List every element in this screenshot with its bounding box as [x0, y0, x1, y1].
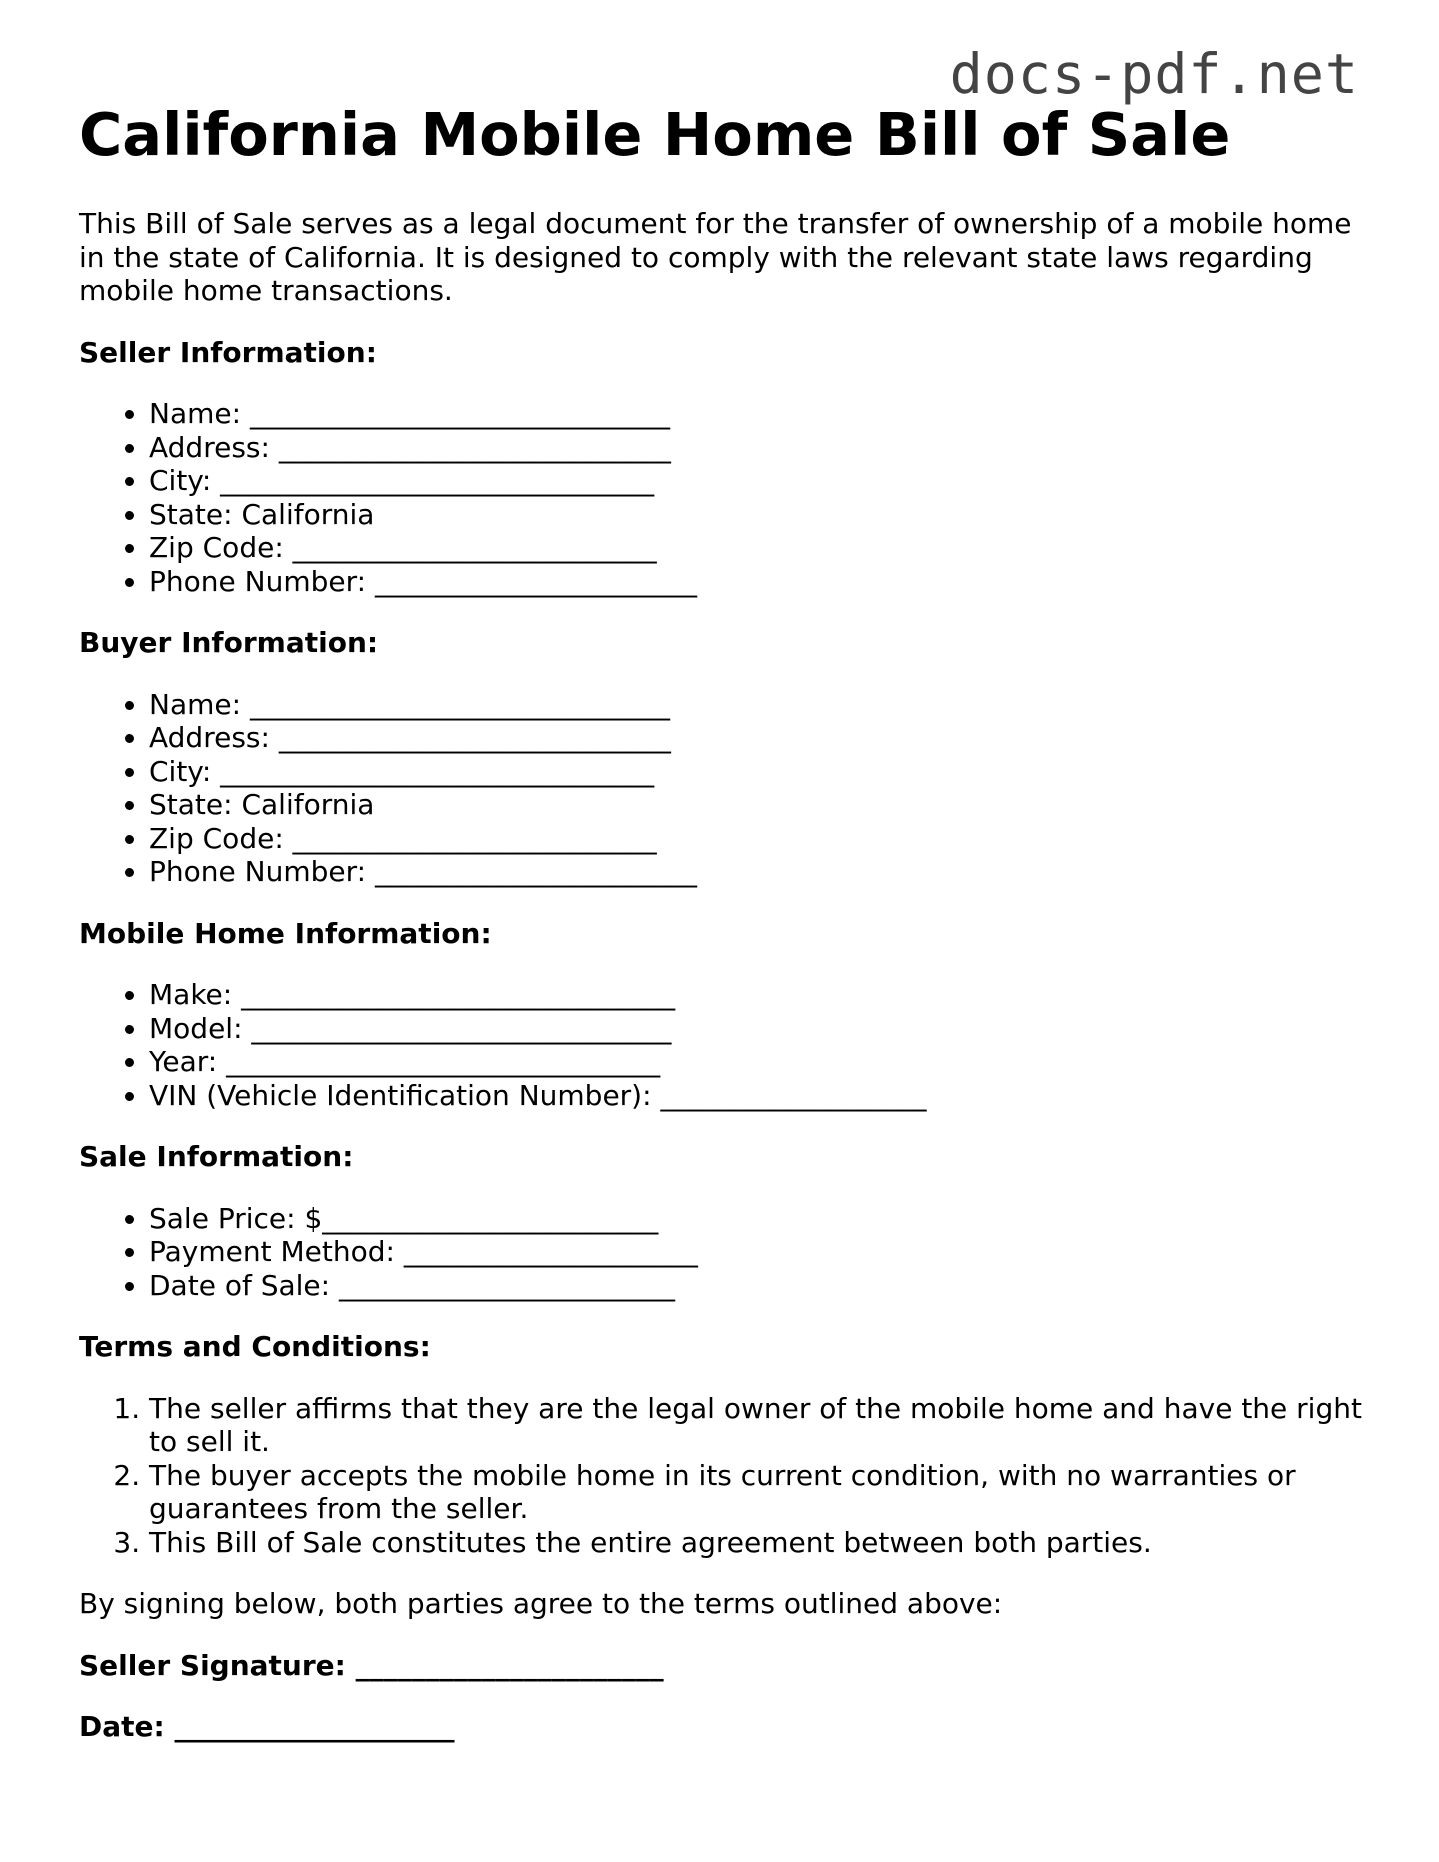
buyer-address-field: • Address: ____________________________	[149, 721, 1369, 755]
buyer-section-heading: Buyer Information:	[79, 626, 379, 659]
buyer-zip-field: • Zip Code: __________________________	[149, 822, 1369, 856]
closing-statement: By signing below, both parties agree to the terms outlined above:	[79, 1587, 1003, 1620]
home-year-field: • Year: _______________________________	[149, 1045, 1369, 1079]
home-make-field: • Make: _______________________________	[149, 978, 1369, 1012]
intro-paragraph: This Bill of Sale serves as a legal document for the transfer of ownership of a mobile home in the state of California. It is designed to comply with the relevant state laws regarding mobile home transactions.	[79, 207, 1352, 307]
seller-address-field: • Address: ____________________________	[149, 431, 1369, 465]
seller-name-field: • Name: ______________________________	[149, 397, 1369, 431]
sale-info-list	[79, 1202, 1369, 1303]
watermark: docs-pdf.net	[949, 42, 1359, 106]
seller-zip-field: • Zip Code: __________________________	[149, 531, 1369, 565]
seller-phone-field: • Phone Number: _______________________	[149, 565, 1369, 599]
home-info-list	[79, 978, 1369, 1112]
home-model-field: • Model: ______________________________	[149, 1012, 1369, 1046]
buyer-city-field: • City: _______________________________	[149, 755, 1369, 789]
document-body	[79, 207, 1369, 1772]
terms-item: 2. The buyer accepts the mobile home in its current condition, with no warranties or guarantees from the seller.	[149, 1459, 1369, 1526]
seller-section-heading: Seller Information:	[79, 335, 377, 369]
sale-price-field: • Sale Price: $________________________	[149, 1202, 1369, 1236]
home-section-heading: Mobile Home Information:	[79, 916, 492, 950]
buyer-phone-field: • Phone Number: _______________________	[149, 855, 1369, 889]
terms-list	[79, 1392, 1369, 1560]
terms-item: 1. The seller affirms that they are the legal owner of the mobile home and have the right to sell it.	[149, 1392, 1369, 1459]
terms-item: 3. This Bill of Sale constitutes the entire agreement between both parties.	[149, 1526, 1369, 1560]
seller-signature-line: Seller Signature: ______________________	[79, 1648, 664, 1682]
sale-date-field: • Date of Sale: ________________________	[149, 1269, 1369, 1303]
buyer-info-list	[79, 688, 1369, 889]
seller-state-field: • State: California	[149, 498, 1369, 532]
sale-section-heading: Sale Information:	[79, 1140, 354, 1173]
buyer-name-field: • Name: ______________________________	[149, 688, 1369, 722]
home-vin-field: • VIN (Vehicle Identification Number): ___________________	[149, 1079, 1369, 1113]
date-line: Date: ____________________	[79, 1710, 455, 1743]
seller-city-field: • City: _______________________________	[149, 464, 1369, 498]
seller-info-list	[79, 397, 1369, 598]
sale-payment-method-field: • Payment Method: _____________________	[149, 1235, 1369, 1269]
page-title: California Mobile Home Bill of Sale	[79, 100, 1231, 169]
terms-section-heading: Terms and Conditions:	[79, 1330, 431, 1363]
buyer-state-field: • State: California	[149, 788, 1369, 822]
